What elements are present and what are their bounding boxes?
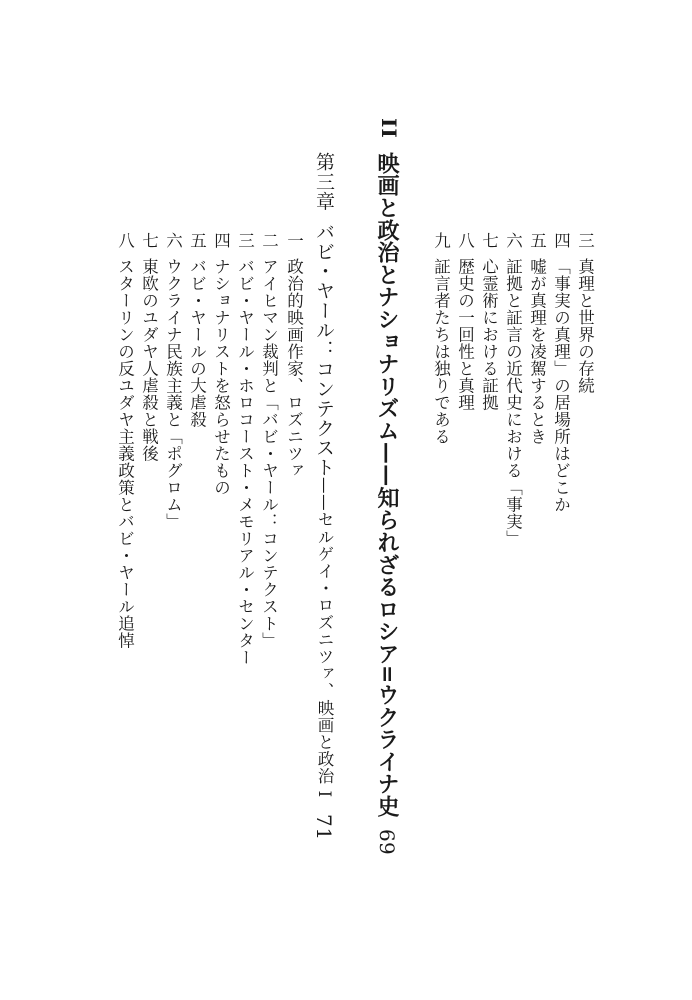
entry-number: 五 xyxy=(527,232,547,249)
entry-title: 証拠と証言の近代史における「事実」 xyxy=(503,258,523,548)
entry-number: 二 xyxy=(259,232,279,249)
chapter-title: バビ・ヤール：コンテクスト xyxy=(313,222,335,478)
entry-number: 一 xyxy=(284,232,304,249)
toc-entry-3 xyxy=(576,232,593,394)
entry-title: スターリンの反ユダヤ主義政策とバビ・ヤール追悼 xyxy=(115,258,135,650)
chapter-page-number: 71 xyxy=(312,813,336,841)
chapter-entry-2 xyxy=(260,232,277,649)
entry-title: バビ・ヤールの大虐殺 xyxy=(187,258,207,429)
entry-number: 七 xyxy=(139,232,159,249)
chapter-entry-4 xyxy=(212,232,229,496)
chapter-entry-3 xyxy=(236,232,253,666)
chapter-entry-1 xyxy=(285,232,302,479)
part-page-number: 69 xyxy=(375,829,399,856)
entry-number: 八 xyxy=(455,232,475,249)
entry-title: バビ・ヤール・ホロコースト・メモリアル・センター xyxy=(235,258,255,667)
entry-number: 四 xyxy=(551,232,571,249)
entry-number: 三 xyxy=(575,232,595,249)
chapter-entry-5 xyxy=(188,232,205,428)
part-title-line xyxy=(376,152,398,856)
entry-title: アイヒマン裁判と「バビ・ヤール：コンテクスト」 xyxy=(259,258,279,650)
chapter-subtitle: ——セルゲイ・ロズニツァ、映画と政治 I xyxy=(315,477,334,798)
entry-number: 六 xyxy=(163,232,183,249)
chapter-number: 第三章 xyxy=(313,152,335,211)
chapter-entry-7 xyxy=(140,232,157,462)
entry-number: 四 xyxy=(211,232,231,249)
toc-entry-4 xyxy=(552,232,569,513)
toc-entry-7 xyxy=(480,232,497,411)
toc-entry-6 xyxy=(504,232,521,547)
entry-title: 心霊術における証拠 xyxy=(479,258,499,412)
chapter-entry-6 xyxy=(164,232,181,530)
toc-entry-8 xyxy=(456,232,473,411)
toc-entry-5 xyxy=(528,232,545,445)
entry-number: 三 xyxy=(235,232,255,249)
toc-entry-9 xyxy=(432,232,449,445)
entry-title: ナショナリストを怒らせたもの xyxy=(211,258,231,497)
entry-number: 五 xyxy=(187,232,207,249)
entry-number: 六 xyxy=(503,232,523,249)
entry-title: 歴史の一回性と真理 xyxy=(455,258,475,412)
entry-title: 嘘が真理を凌駕するとき xyxy=(527,258,547,446)
entry-title: 証言者たちは独りである xyxy=(431,258,451,446)
entry-title: 「事実の真理」の居場所はどこか xyxy=(551,258,571,514)
entry-title: ウクライナ民族主義と「ポグロム」 xyxy=(163,258,183,531)
entry-number: 八 xyxy=(115,232,135,249)
chapter-heading xyxy=(314,152,334,840)
entry-title: 政治的映画作家、ロズニツァ xyxy=(284,258,304,480)
entry-title: 真理と世界の存続 xyxy=(575,258,595,395)
chapter-entry-8 xyxy=(116,232,133,649)
part-title: 映画と政治とナショナリズム——知られざるロシア=ウクライナ史 xyxy=(374,152,400,818)
part-number: II xyxy=(377,118,401,139)
entry-number: 七 xyxy=(479,232,499,249)
entry-title: 東欧のユダヤ人虐殺と戦後 xyxy=(139,258,159,463)
entry-number: 九 xyxy=(431,232,451,249)
